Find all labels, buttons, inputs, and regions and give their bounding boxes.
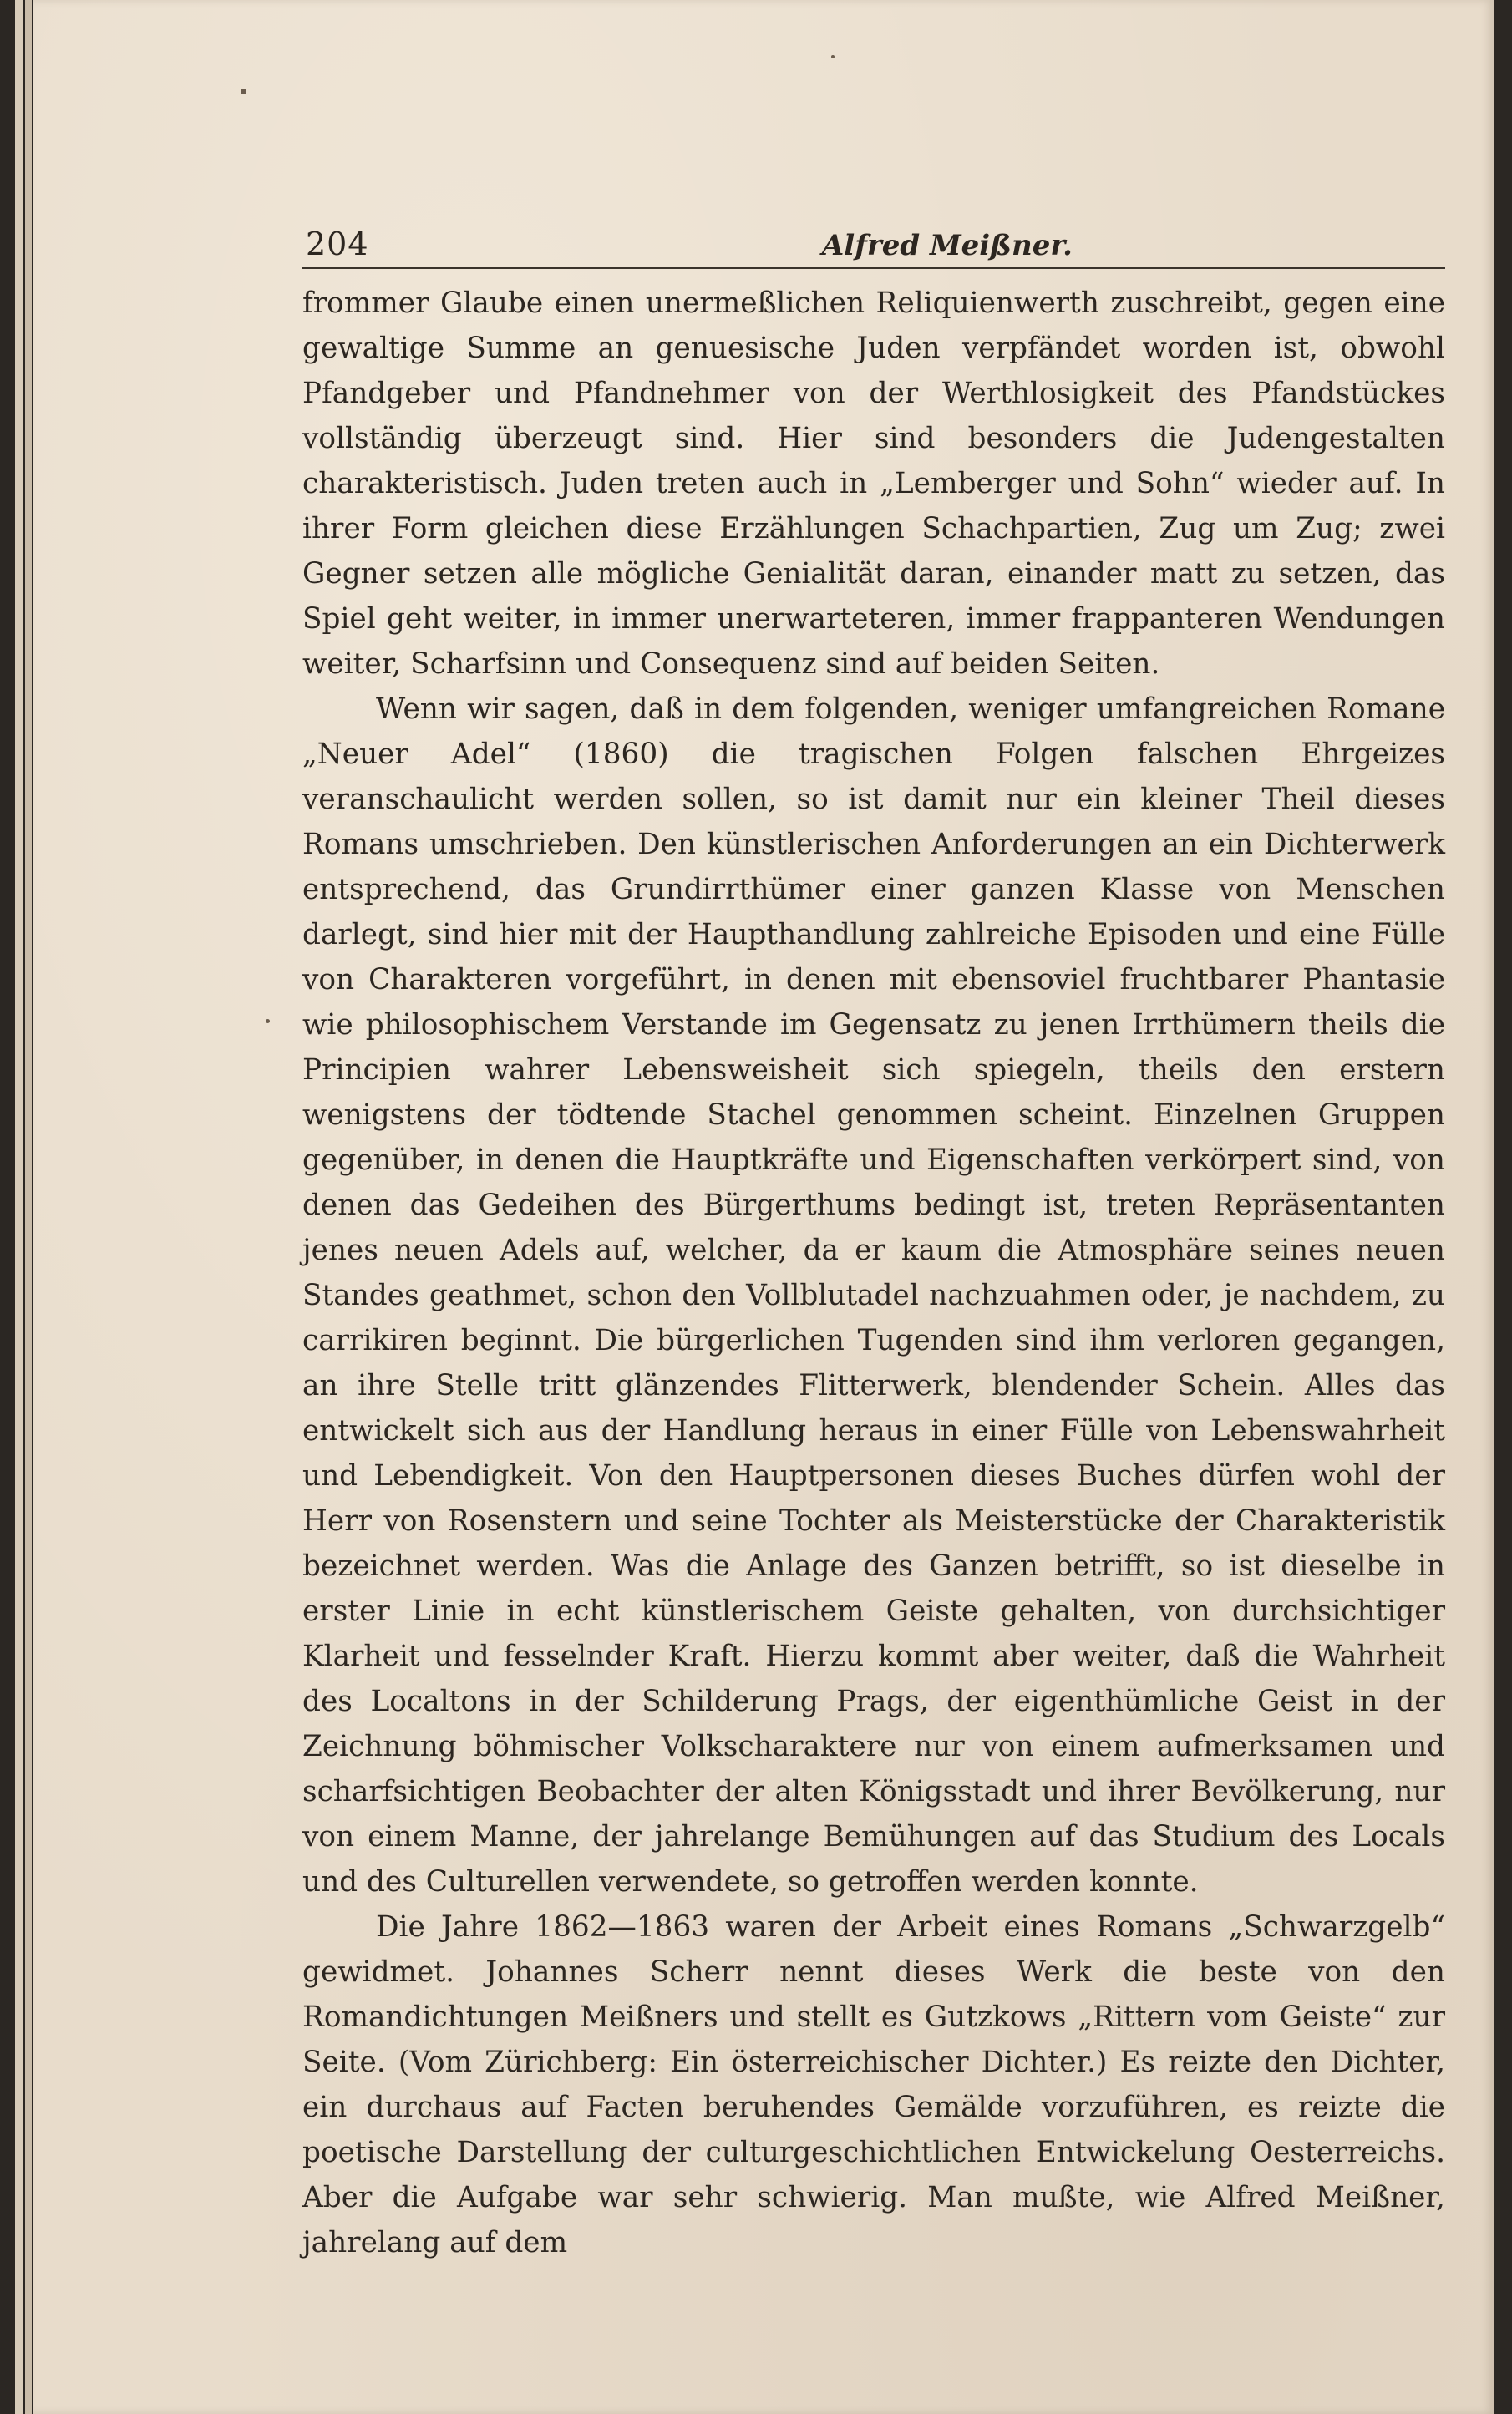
running-header [302, 216, 1445, 269]
paragraph-1: frommer Glaube einen unermeßlichen Reliquienwerth zuschreibt, gegen eine gewaltige Summe an genuesische Juden verpfändet worden ist, obwohl Pfandgeber und Pfandnehmer von der Werthlosigkeit des Pfandstückes vollständig überzeugt sind. Hier sind besonders die Judengestalten charakteristisch. Juden treten auch in „Lemberger und Sohn“ wieder auf. In ihrer Form gleichen diese Erzählungen Schachpartien, Zug um Zug; zwei Gegner setzen alle mögliche Genialität daran, einander matt zu setzen, das Spiel geht weiter, in immer unerwarteteren, immer frappanteren Wendungen weiter, Scharfsinn und Consequenz sind auf beiden Seiten. [302, 287, 1445, 681]
book-page [302, 216, 1445, 2265]
running-title: Alfred Meißner. [821, 229, 1073, 262]
page-edge [15, 0, 23, 2414]
paragraph-2: Wenn wir sagen, daß in dem folgenden, weniger umfangreichen Romane „Neuer Adel“ (1860) die tragischen Folgen falschen Ehrgeizes veranschaulicht werden sollen, so ist damit nur ein kleiner Theil dieses Romans umschrieben. Den künstlerischen Anforderungen an ein Dichterwerk entsprechend, das Grundirrthümer einer ganzen Klasse von Menschen darlegt, sind hier mit der Haupthandlung zahlreiche Episoden und eine Fülle von Charakteren vorgeführt, in denen mit ebensoviel fruchtbarer Phantasie wie philosophischem Verstande im Gegensatz zu jenen Irrthümern theils die Principien wahrer Lebensweisheit sich spiegeln, theils den erstern wenigstens der tödtende Stachel genommen scheint. Einzelnen Gruppen gegenüber, in denen die Hauptkräfte und Eigenschaften verkörpert sind, von denen das Gedeihen des Bürgerthums bedingt ist, treten Repräsentanten jenes neuen Adels auf, welcher, da er kaum die Atmosphäre seines neuen Standes geathmet, schon den Vollblutadel nachzuahmen oder, je nachdem, zu carrikiren beginnt. Die bürgerlichen Tugenden sind ihm verloren gegangen, an ihre Stelle tritt glänzendes Flitterwerk, blendender Schein. Alles das entwickelt sich aus der Handlung heraus in einer Fülle von Lebenswahrheit und Lebendigkeit. Von den Hauptpersonen dieses Buches dürfen wohl der Herr von Rosenstern und seine Tochter als Meisterstücke der Charakteristik bezeichnet werden. Was die Anlage des Ganzen betrifft, so ist dieselbe in erster Linie in echt künstlerischem Geiste gehalten, von durchsichtiger Klarheit und fesselnder Kraft. Hierzu kommt aber weiter, daß die Wahrheit des Localtons in der Schilderung Prags, der eigenthümliche Geist in der Zeichnung böhmischer Volkscharaktere nur von einem aufmerksamen und scharfsichtigen Beobachter der alten Königsstadt und ihrer Bevölkerung, nur von einem Manne, der jahrelange Bemühungen auf das Studium des Locals und des Culturellen verwendete, so getroffen werden konnte. [302, 692, 1445, 1899]
page-edge [25, 0, 32, 2414]
page-number: 204 [306, 226, 369, 262]
paper-speck [241, 89, 246, 94]
paragraph-3: Die Jahre 1862—1863 waren der Arbeit eines Romans „Schwarzgelb“ gewidmet. Johannes Scherr nennt dieses Werk die beste von den Romandichtungen Meißners und stellt es Gutzkows „Rittern vom Geiste“ zur Seite. (Vom Zürichberg: Ein österreichischer Dichter.) Es reizte den Dichter, ein durchaus auf Facten beruhendes Gemälde vorzuführen, es reizte die poetische Darstellung der culturgeschichtlichen Entwickelung Oesterreichs. Aber die Aufgabe war sehr schwierig. Man mußte, wie Alfred Meißner, jahrelang auf dem [302, 1910, 1445, 2259]
paper-speck [266, 1019, 270, 1023]
paper-speck [831, 55, 835, 58]
